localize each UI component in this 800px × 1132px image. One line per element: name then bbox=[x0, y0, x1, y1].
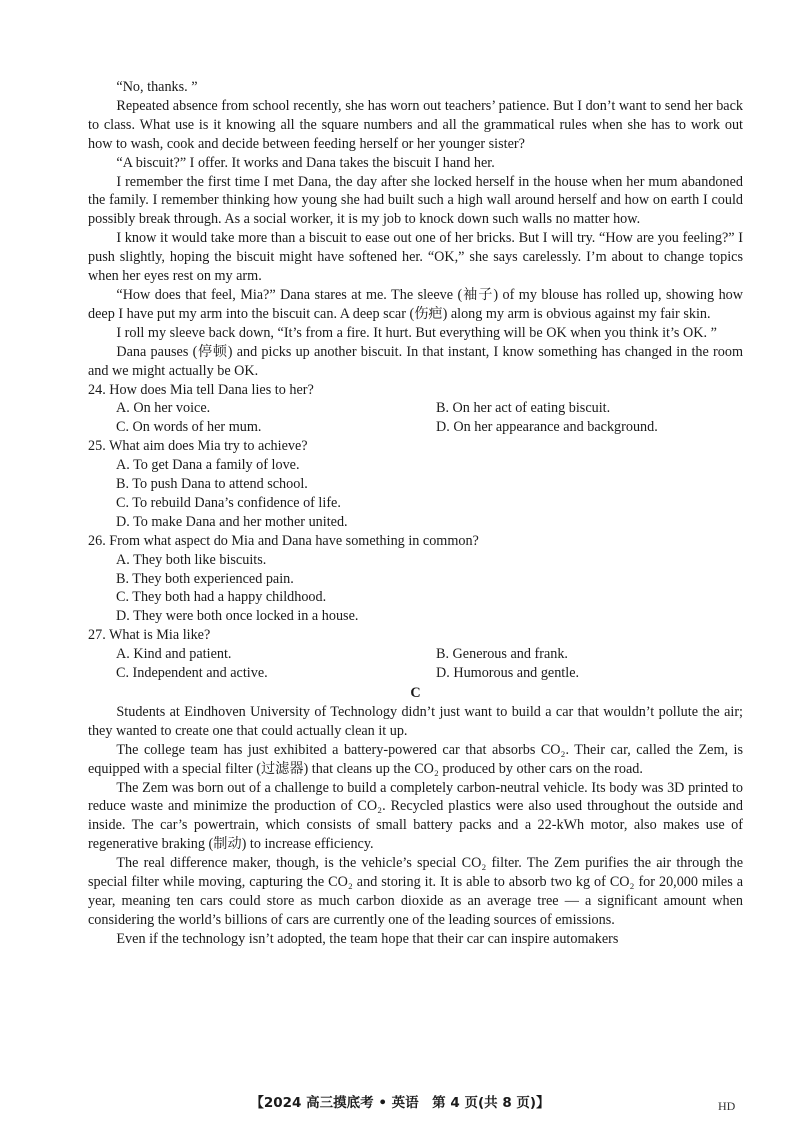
paragraph: I know it would take more than a biscuit to ease out one of her bricks. But I will try. “How are you feeling?” I push slightly, hoping the biscuit might have softened her. “OK,” she says carelessly. I’m about to change topics when her eyes rest on my arm. bbox=[88, 230, 743, 285]
question-24 bbox=[88, 381, 743, 438]
page-footer: 【2024 高三摸底考 • 英语 第 4 页(共 8 页)】 bbox=[250, 1095, 550, 1111]
options bbox=[88, 399, 743, 437]
option-a: A. They both like biscuits. bbox=[116, 551, 267, 568]
paragraph: Repeated absence from school recently, she has worn out teachers’ patience. But I don’t want to send her back to class. What use is it knowing all the square numbers and all the grammatical rules when she has to work out how to wash, cook and decide between feeding herself or her younger sister? bbox=[88, 97, 743, 152]
question-stem: 27. What is Mia like? bbox=[88, 627, 211, 644]
paragraph: “How does that feel, Mia?” Dana stares at me. The sleeve (袖子) of my blouse has rolled up, showing how deep I have put my arm into the biscuit can. A deep scar (伤疤) along my arm is obvious against my fair skin. bbox=[88, 286, 743, 322]
option-d: D. Humorous and gentle. bbox=[436, 665, 580, 682]
option-c: C. To rebuild Dana’s confidence of life. bbox=[116, 494, 341, 511]
page-content bbox=[88, 78, 743, 949]
option-b: B. On her act of eating biscuit. bbox=[436, 400, 611, 417]
paragraph: I remember the first time I met Dana, the day after she locked herself in the house when her mum abandoned the family. I remember thinking how young she had built such a high wall around herself and how on earth I could possibly break through. As a social worker, it is my job to knock down such walls no matter how. bbox=[88, 173, 743, 228]
question-stem: 26. From what aspect do Mia and Dana have something in common? bbox=[88, 532, 479, 549]
paragraph: The real difference maker, though, is the vehicle’s special CO₂ filter. The Zem purifies the air through the special filter while moving, capturing the CO₂ and storing it. It is able to absorb two kg of CO₂ for 20,000 miles a year, meaning ten cars could store as much carbon dioxide as an average tree — a significant amount when considering the world’s billions of cars are currently one of the leading sources of emissions. bbox=[88, 855, 743, 928]
option-d: D. They were both once locked in a house. bbox=[116, 608, 359, 625]
option-a: A. To get Dana a family of love. bbox=[116, 457, 300, 474]
option-a: A. On her voice. bbox=[116, 400, 211, 417]
paragraph: The Zem was born out of a challenge to build a completely carbon-neutral vehicle. Its body was 3D printed to reduce waste and minimize the production of CO₂. Recycled plastics were also used throughout the outside and inside. The car’s powertrain, which consists of small battery packs and a 22-kWh motor, also makes use of regenerative braking (制动) to increase efficiency. bbox=[88, 779, 743, 853]
option-c: C. They both had a happy childhood. bbox=[116, 589, 327, 606]
paragraph: Dana pauses (停顿) and picks up another biscuit. In that instant, I know something has changed in the room and we might actually be OK. bbox=[88, 343, 743, 379]
options bbox=[88, 645, 743, 683]
paragraph: “No, thanks. ” bbox=[116, 79, 198, 95]
question-25 bbox=[88, 437, 743, 532]
option-b: B. Generous and frank. bbox=[436, 646, 568, 663]
option-b: B. They both experienced pain. bbox=[116, 570, 294, 587]
question-26 bbox=[88, 532, 743, 627]
passage-c bbox=[88, 683, 743, 949]
paragraph: The college team has just exhibited a battery-powered car that absorbs CO₂. Their car, called the Zem, is equipped with a special filter (过滤器) that cleans up the CO₂ produced by other cars on the road. bbox=[88, 741, 743, 777]
paragraph: Even if the technology isn’t adopted, the team hope that their car can inspire automakers bbox=[116, 930, 619, 947]
option-c: C. On words of her mum. bbox=[116, 419, 262, 436]
option-b: B. To push Dana to attend school. bbox=[116, 476, 308, 493]
paragraph: “A biscuit?” I offer. It works and Dana takes the biscuit I hand her. bbox=[116, 154, 495, 171]
option-c: C. Independent and active. bbox=[116, 665, 268, 682]
question-stem: 25. What aim does Mia try to achieve? bbox=[88, 438, 308, 455]
footer-mark: HD bbox=[718, 1099, 736, 1113]
option-a: A. Kind and patient. bbox=[116, 646, 232, 663]
question-stem: 24. How does Mia tell Dana lies to her? bbox=[88, 381, 314, 398]
question-27 bbox=[88, 626, 743, 683]
section-label: C bbox=[410, 685, 421, 701]
option-d: D. On her appearance and background. bbox=[436, 419, 658, 436]
passage-b-continued bbox=[88, 78, 743, 381]
paragraph: I roll my sleeve back down, “It’s from a fire. It hurt. But everything will be OK when you think it’s OK. ” bbox=[116, 324, 717, 341]
option-d: D. To make Dana and her mother united. bbox=[116, 513, 348, 530]
paragraph: Students at Eindhoven University of Technology didn’t just want to build a car that wouldn’t pollute the air; they wanted to create one that could actually clean it up. bbox=[88, 703, 743, 739]
